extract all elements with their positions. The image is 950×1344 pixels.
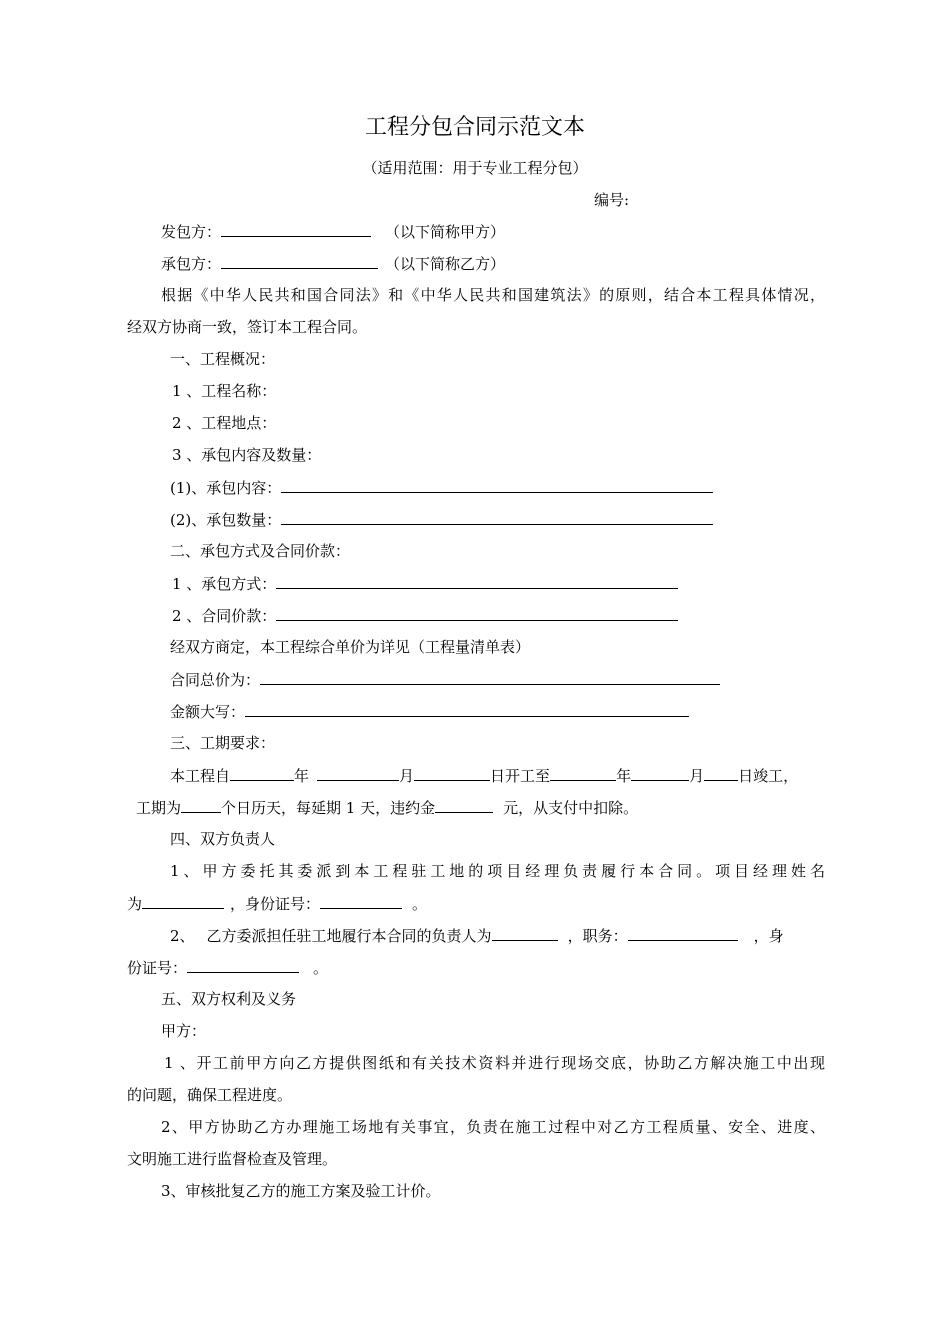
price-blank[interactable] (276, 605, 678, 621)
preamble-line-1: 根据《中华人民共和国合同法》和《中华人民共和国建筑法》的原则，结合本工程具体情况， (161, 286, 825, 304)
duty-2-line-1: 2、甲方协助乙方办理施工场地有关事宜，负责在施工过程中对乙方工程质量、安全、进度、 (161, 1118, 825, 1136)
price-line (172, 605, 678, 626)
completion-label: 日竣工， (738, 767, 799, 785)
total-price-blank[interactable] (260, 669, 720, 685)
serial-number-label: 编号: (594, 191, 630, 209)
subtitle: （适用范围：用于专业工程分包） (362, 159, 588, 177)
section-1-heading: 一、工程概况： (170, 350, 276, 368)
total-price-line (170, 669, 720, 690)
end-day-blank[interactable] (704, 765, 738, 781)
position-label: ，职务： (567, 927, 628, 945)
period: 。 (313, 959, 329, 977)
duty-1-line-1: 1 、开工前甲方向乙方提供图纸和有关技术资料并进行现场交底，协助乙方解决施工中出现 (164, 1054, 825, 1072)
id-prefix: ，身 (753, 927, 784, 945)
method-label: 1 、承包方式： (172, 575, 277, 593)
deduction-label: 元，从支付中扣除。 (503, 799, 639, 817)
section-5-heading: 五、双方权利及义务 (161, 990, 297, 1008)
duty-2-line-2: 文明施工进行监督检查及管理。 (127, 1150, 338, 1168)
item-number: 2、 (170, 927, 195, 945)
party-b-label: 承包方： (161, 255, 222, 273)
amount-words-label: 金额大写： (170, 703, 246, 721)
manager-name-label: 为 (127, 895, 143, 913)
price-label: 2 、合同价款： (172, 607, 277, 625)
quantity-line (170, 509, 713, 530)
content-line (170, 477, 713, 498)
penalty-label: 个日历天，每延期 1 天，违约金 (221, 799, 436, 817)
representative-clause-line-1 (170, 925, 784, 946)
manager-id-blank[interactable] (320, 893, 402, 909)
party-a-heading: 甲方： (161, 1022, 207, 1040)
duty-1-line-2: 的问题，确保工程进度。 (127, 1086, 293, 1104)
start-year-blank[interactable] (230, 765, 294, 781)
section-2-heading: 二、承包方式及合同价款： (170, 542, 351, 560)
schedule-from-label: 本工程自 (170, 767, 231, 785)
party-a-blank[interactable] (221, 221, 371, 237)
method-line (172, 573, 678, 594)
amount-words-line (170, 701, 689, 722)
quantity-blank[interactable] (281, 509, 713, 525)
start-day-blank[interactable] (414, 765, 490, 781)
representative-id-blank[interactable] (187, 957, 299, 973)
project-name-label: 1 、工程名称： (172, 382, 277, 400)
position-blank[interactable] (628, 925, 738, 941)
manager-name-blank[interactable] (142, 893, 224, 909)
party-a-note: （以下简称甲方） (385, 223, 506, 241)
total-price-label: 合同总价为： (170, 671, 261, 689)
manager-id-label: ，身份证号： (230, 895, 321, 913)
end-year-blank[interactable] (550, 765, 616, 781)
party-a-line (161, 221, 505, 242)
year-label: 年 (616, 767, 632, 785)
party-b-blank[interactable] (221, 253, 378, 269)
section-4-heading: 四、双方负责人 (170, 830, 276, 848)
scope-label: 3 、承包内容及数量： (172, 446, 322, 464)
duration-label: 工期为 (136, 799, 182, 817)
representative-clause-line-2 (127, 957, 328, 978)
section-3-heading: 三、工期要求： (170, 734, 276, 752)
manager-clause-line-2 (127, 893, 427, 914)
period: 。 (412, 895, 428, 913)
quantity-label: (2)、承包数量： (170, 511, 282, 529)
preamble-line-2: 经双方协商一致，签订本工程合同。 (127, 318, 368, 336)
duration-blank[interactable] (181, 797, 221, 813)
schedule-line-2 (136, 797, 638, 818)
project-location-label: 2 、工程地点： (172, 414, 277, 432)
party-b-note: （以下简称乙方） (385, 255, 506, 273)
method-blank[interactable] (276, 573, 678, 589)
page-title: 工程分包合同示范文本 (364, 115, 585, 140)
party-b-line (161, 253, 505, 274)
representative-name-blank[interactable] (492, 925, 558, 941)
month-label: 月 (399, 767, 415, 785)
end-month-blank[interactable] (631, 765, 689, 781)
amount-words-blank[interactable] (245, 701, 689, 717)
duty-3: 3、审核批复乙方的施工方案及验工计价。 (161, 1182, 441, 1200)
schedule-line-1 (170, 765, 798, 786)
start-month-blank[interactable] (317, 765, 399, 781)
content-blank[interactable] (281, 477, 713, 493)
representative-label: 乙方委派担任驻工地履行本合同的负责人为 (206, 927, 492, 945)
month-label: 月 (689, 767, 705, 785)
manager-clause-line-1: 1、甲方委托其委派到本工程驻工地的项目经理负责履行本合同。项目经理姓名 (170, 862, 825, 880)
content-label: (1)、承包内容： (170, 479, 282, 497)
start-to-label: 日开工至 (490, 767, 551, 785)
unit-price-note: 经双方商定，本工程综合单价为详见（工程量清单表） (170, 638, 531, 656)
representative-id-label: 份证号： (127, 959, 188, 977)
penalty-blank[interactable] (435, 797, 493, 813)
year-label: 年 (294, 767, 310, 785)
party-a-label: 发包方： (161, 223, 222, 241)
